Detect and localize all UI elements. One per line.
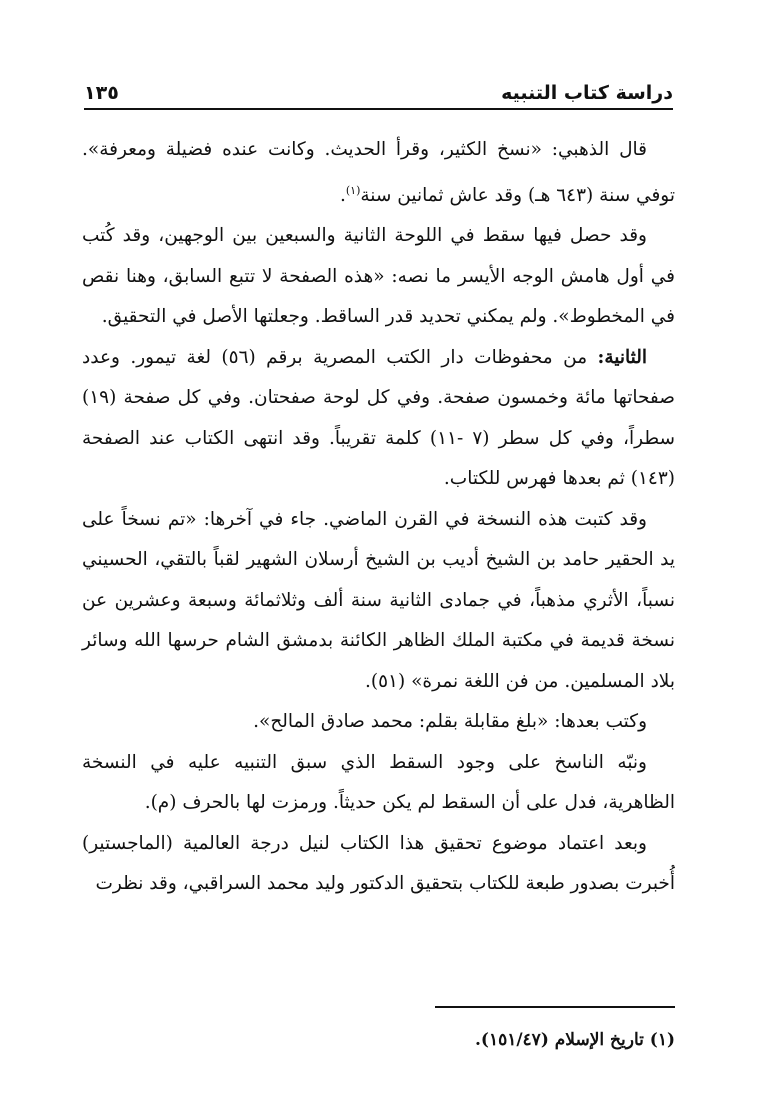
paragraph-collation-note bbox=[82, 702, 675, 743]
page-number: ١٣٥ bbox=[84, 82, 119, 104]
footnote-reference: (١) bbox=[345, 183, 361, 197]
paragraph-text: وقد حصل فيها سقط في اللوحة الثانية والسبعين بين الوجهين، وقد كُتب في أول هامش الوجه الأيسر ما نصه: «هذه الصفحة لا تتبع السابق، وهنا نقص في المخطوط». ولم يمكني تحديد قدر الساقط. وجعلتها الأصل في التحقيق. bbox=[82, 225, 675, 328]
paragraph-text: من محفوظات دار الكتب المصرية برقم (٥٦) لغة تيمور. وعدد صفحاتها مائة وخمسون صفحة. وفي كل لوحة صفحتان. وفي كل صفحة (١٩) سطراً، وفي كل سطر (٧ -١١) كلمة تقريباً. وقد انتهى الكتاب عند الصفحة (١٤٣) ثم بعدها فهرس للكتاب. bbox=[82, 346, 675, 490]
paragraph-missing-section bbox=[82, 216, 675, 338]
paragraph-tail: . bbox=[339, 184, 346, 206]
footnote-divider bbox=[435, 1006, 675, 1008]
paragraph-text: ونبّه الناسخ على وجود السقط الذي سبق التنبيه عليه في النسخة الظاهرية، فدل على أن السقط لم يكن حديثاً. ورمزت لها بالحرف (م). bbox=[82, 751, 675, 814]
running-title: دراسة كتاب التنبيه bbox=[501, 82, 673, 104]
paragraph-second-copy bbox=[82, 338, 675, 500]
paragraph-dhahabi-quote bbox=[82, 130, 675, 216]
paragraph-colophon bbox=[82, 500, 675, 703]
body-text bbox=[82, 130, 675, 905]
footnote: (١) تاريخ الإسلام (١٥١/٤٧). bbox=[474, 1030, 675, 1050]
paragraph-text: وبعد اعتماد موضوع تحقيق هذا الكتاب لنيل درجة العالمية (الماجستير) أُخبرت بصدور طبعة للكتاب بتحقيق الدكتور وليد محمد السراقبي، وقد نظرت bbox=[82, 832, 675, 895]
paragraph-text: وكتب بعدها: «بلغ مقابلة بقلم: محمد صادق المالح». bbox=[253, 711, 647, 733]
paragraph-edition-note bbox=[82, 824, 675, 905]
paragraph-label: الثانية: bbox=[597, 346, 647, 368]
paragraph-text: وقد كتبت هذه النسخة في القرن الماضي. جاء في آخرها: «تم نسخاً على يد الحقير حامد بن الشيخ أديب بن الشيخ أرسلان الشهير لقباً بالتقي، الحسيني نسباً، الأثري مذهباً، في جمادى الثانية سنة ألف وثلاثمائة وسبعة وعشرين عن نسخة قديمة في مكتبة الملك الظاهر الكائنة بدمشق الشام حرسها الله وسائر بلاد المسلمين. من فن اللغة نمرة» (٥١). bbox=[82, 508, 675, 692]
running-head bbox=[84, 74, 673, 110]
paragraph-copyist-note bbox=[82, 743, 675, 824]
paragraph-text: قال الذهبي: «نسخ الكثير، وقرأ الحديث. وكانت عنده فضيلة ومعرفة». توفي سنة (٦٤٣ هـ) وقد عاش ثمانين سنة bbox=[82, 139, 675, 206]
